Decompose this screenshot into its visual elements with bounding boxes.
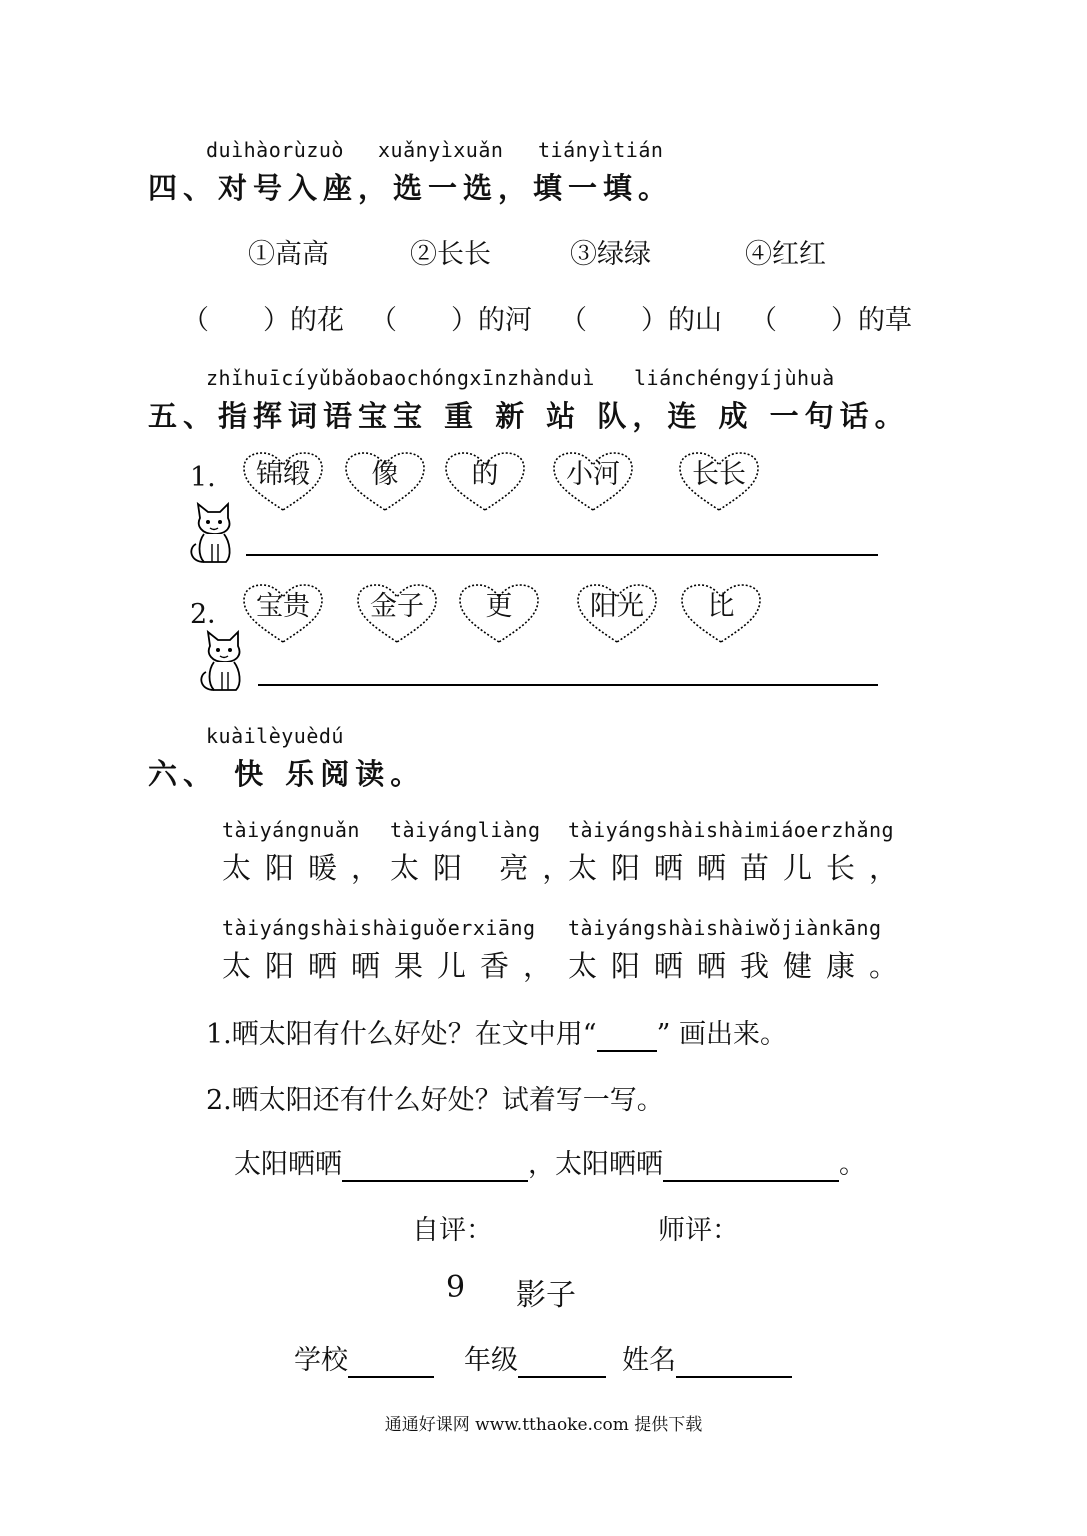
fill-sentence	[234, 1142, 866, 1182]
q1-number: 1.	[190, 462, 216, 493]
pinyin-line2-b: tàiyángshàishàiwǒjiànkāng	[568, 916, 882, 940]
underline-sample	[597, 1019, 657, 1052]
pinyin-xuanyixuan: xuǎnyìxuǎn	[378, 138, 504, 162]
option-3: ③绿绿	[570, 239, 651, 270]
option-4: ④红红	[745, 239, 826, 270]
fill-end: 。	[839, 1149, 866, 1180]
pinyin-line1-c: tàiyángshàishàimiáoerzhǎng	[568, 818, 895, 842]
heart-word-jinzi	[354, 582, 440, 646]
question-1-text: 1.晒太阳有什么好处？在文中用“	[206, 1019, 597, 1050]
pinyin-lianchengyijuhua: liánchéngyíjùhuà	[634, 366, 835, 390]
pinyin-line2-a: tàiyángshàishàiguǒerxiāng	[222, 916, 536, 940]
cat-icon	[186, 498, 242, 568]
school-field[interactable]	[348, 1345, 434, 1378]
reading-line1-c: 太阳晒晒苗儿长，	[568, 851, 913, 885]
word-card-text: 更	[485, 591, 513, 622]
option-2: ②长长	[410, 239, 491, 270]
heart-word-changchang	[676, 450, 762, 514]
word-card-text: 长长	[692, 459, 746, 490]
word-card-text: 小河	[566, 459, 620, 490]
answer-line-2[interactable]	[258, 684, 878, 686]
heart-word-jinduan	[240, 450, 326, 514]
blank-mountain: （ ）的山	[560, 305, 722, 336]
cat-icon	[196, 626, 252, 696]
pinyin-line1-b: tàiyángliàng	[390, 818, 541, 842]
pinyin-zhihuiciyu: zhǐhuīcíyǔbǎobaochóngxīnzhànduì	[206, 366, 595, 390]
heart-word-bi	[678, 582, 764, 646]
reading-line1-b: 太阳 亮，	[390, 851, 586, 885]
blank-river: （ ）的河	[370, 305, 532, 336]
pinyin-tianyitian: tiányìtián	[538, 138, 664, 162]
word-card-text: 比	[707, 591, 735, 622]
school-label: 学校	[294, 1345, 348, 1376]
answer-line-1[interactable]	[246, 554, 878, 556]
reading-line1-a: 太阳暖，	[222, 851, 395, 885]
pinyin-duihaoruzuo: duìhàorùzuò	[206, 138, 344, 162]
option-1: ①高高	[248, 239, 329, 270]
heart-word-xiaohe	[550, 450, 636, 514]
blank-grass: （ ）的草	[750, 305, 912, 336]
pinyin-line1-a: tàiyángnuǎn	[222, 818, 360, 842]
word-card-text: 锦缎	[256, 459, 310, 490]
pinyin-kuaileyuedu: kuàilèyuèdú	[206, 724, 344, 748]
fill-blank-1[interactable]	[342, 1149, 528, 1182]
teacher-evaluation-label: 师评：	[658, 1215, 739, 1246]
grade-label: 年级	[464, 1345, 518, 1376]
student-info	[294, 1338, 792, 1378]
word-card-text: 宝贵	[256, 591, 310, 622]
self-evaluation-label: 自评：	[412, 1215, 493, 1246]
section4-heading: 四、对号入座，选一选，填一填。	[148, 171, 674, 205]
reading-line2-a: 太阳晒晒果儿香，	[222, 949, 567, 983]
word-card-text: 阳光	[590, 591, 644, 622]
word-card-text: 的	[471, 459, 499, 490]
heart-word-de	[442, 450, 528, 514]
fill-blank-2[interactable]	[663, 1149, 839, 1182]
heart-word-xiang	[342, 450, 428, 514]
fill-middle: ，太阳晒晒	[528, 1149, 663, 1180]
blank-flower: （ ）的花	[182, 305, 344, 336]
name-label: 姓名	[622, 1345, 676, 1376]
reading-line2-b: 太阳晒晒我健康。	[568, 949, 913, 983]
lesson-number: 9	[446, 1270, 466, 1305]
question-1-end: ” 画出来。	[656, 1019, 787, 1050]
word-card-text: 金子	[370, 591, 424, 622]
section6-heading: 六、 快 乐阅读。	[148, 757, 426, 791]
heart-word-yangguang	[574, 582, 660, 646]
word-card-text: 像	[371, 459, 399, 490]
grade-field[interactable]	[518, 1345, 606, 1378]
footer-source: 通通好课网 www.tthaoke.com 提供下载	[384, 1415, 703, 1435]
heart-word-baogui	[240, 582, 326, 646]
q2-number: 2．	[190, 599, 235, 630]
heart-word-geng	[456, 582, 542, 646]
name-field[interactable]	[676, 1345, 792, 1378]
question-2: 2.晒太阳还有什么好处？试着写一写。	[206, 1085, 664, 1116]
question-1	[206, 1012, 787, 1052]
fill-prefix: 太阳晒晒	[234, 1149, 342, 1180]
lesson-title: 影子	[516, 1278, 576, 1313]
section5-heading: 五、指挥词语宝宝 重 新 站 队，连 成 一句话。	[148, 399, 910, 433]
